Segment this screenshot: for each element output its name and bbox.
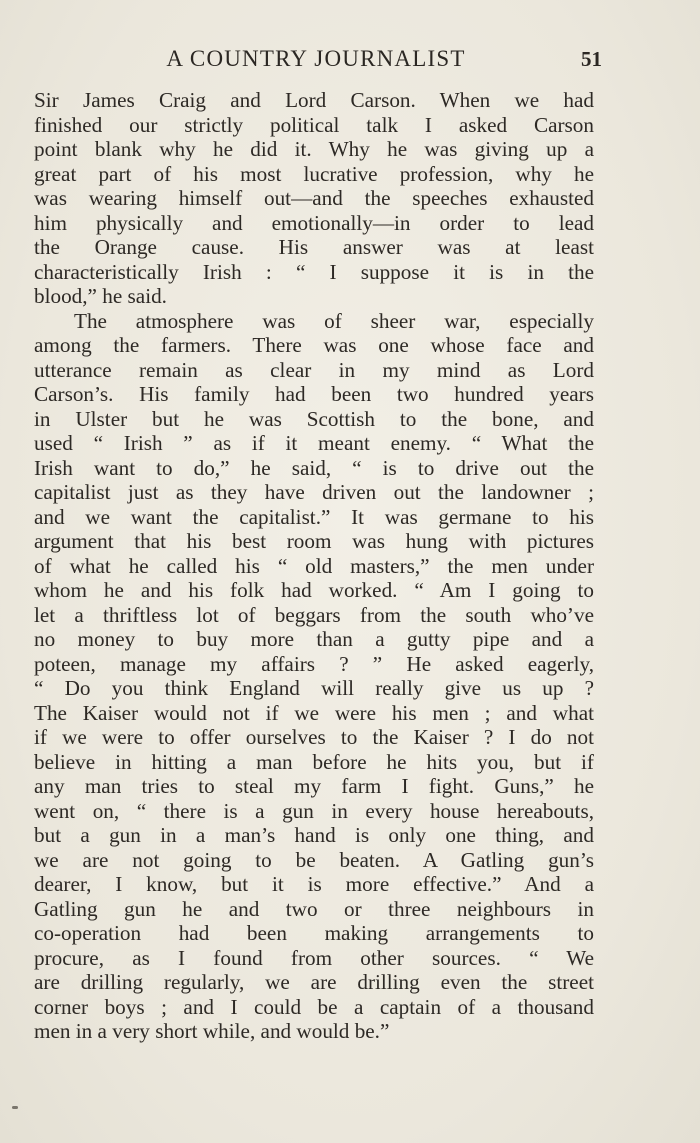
text-line: used “ Irish ” as if it meant enemy. “ What the bbox=[34, 431, 594, 455]
text-line: the Orange cause. His answer was at least bbox=[34, 235, 594, 259]
text-line: co-operation had been making arrangements to bbox=[34, 921, 594, 945]
text-line: poteen, manage my affairs ? ” He asked eagerly, bbox=[34, 651, 594, 676]
text-line: let a thriftless lot of beggars from the south who’ve bbox=[34, 602, 594, 627]
text-line: we are not going to be beaten. A Gatling gun’s bbox=[34, 847, 594, 872]
text-line: Gatling gun he and two or three neighbours in bbox=[34, 896, 594, 921]
text-line: any man tries to steal my farm I fight. Guns,” he bbox=[34, 774, 594, 798]
text-line-paragraph-start: The atmosphere was of sheer war, especially bbox=[74, 308, 594, 333]
body-text bbox=[34, 88, 594, 1044]
text-line: Carson’s. His family had been two hundred years bbox=[34, 382, 594, 406]
text-line: point blank why he did it. Why he was giving up a bbox=[34, 137, 594, 161]
text-line: him physically and emotionally—in order to lead bbox=[34, 210, 594, 235]
text-line: argument that his best room was hung with pictures bbox=[34, 529, 594, 553]
text-line: The Kaiser would not if we were his men ; and what bbox=[34, 700, 594, 725]
text-line: Irish want to do,” he said, “ is to drive out the bbox=[34, 455, 594, 480]
text-line: but a gun in a man’s hand is only one thing, and bbox=[34, 823, 594, 847]
running-head bbox=[34, 44, 602, 74]
page-blemish bbox=[12, 1106, 18, 1109]
text-line: dearer, I know, but it is more effective.” And a bbox=[34, 872, 594, 896]
text-line: went on, “ there is a gun in every house hereabouts, bbox=[34, 798, 594, 823]
text-line: among the farmers. There was one whose face and bbox=[34, 333, 594, 357]
text-line: finished our strictly political talk I asked Carson bbox=[34, 112, 594, 137]
text-line: capitalist just as they have driven out the landowner ; bbox=[34, 480, 594, 504]
text-line: in Ulster but he was Scottish to the bone, and bbox=[34, 406, 594, 431]
text-line: characteristically Irish : “ I suppose it is in the bbox=[34, 259, 594, 284]
running-title: A COUNTRY JOURNALIST bbox=[166, 46, 466, 71]
text-line-paragraph-end: blood,” he said. bbox=[34, 284, 167, 308]
text-line: was wearing himself out—and the speeches exhausted bbox=[34, 186, 594, 210]
text-line: Sir James Craig and Lord Carson. When we had bbox=[34, 88, 594, 112]
text-line-paragraph-end: men in a very short while, and would be.” bbox=[34, 1019, 390, 1043]
text-line: corner boys ; and I could be a captain of a thousand bbox=[34, 994, 594, 1019]
text-line: of what he called his “ old masters,” the men under bbox=[34, 553, 594, 578]
text-line: are drilling regularly, we are drilling even the street bbox=[34, 970, 594, 994]
text-line: and we want the capitalist.” It was germane to his bbox=[34, 504, 594, 529]
text-line: whom he and his folk had worked. “ Am I going to bbox=[34, 578, 594, 602]
text-line: believe in hitting a man before he hits you, but if bbox=[34, 749, 594, 774]
text-line: procure, as I found from other sources. “ We bbox=[34, 945, 594, 970]
text-line: utterance remain as clear in my mind as Lord bbox=[34, 357, 594, 382]
text-line: if we were to offer ourselves to the Kaiser ? I do not bbox=[34, 725, 594, 749]
text-line: no money to buy more than a gutty pipe and a bbox=[34, 627, 594, 651]
text-line: “ Do you think England will really give us up ? bbox=[34, 676, 594, 700]
page-number: 51 bbox=[581, 47, 602, 71]
text-line: great part of his most lucrative profession, why he bbox=[34, 161, 594, 186]
